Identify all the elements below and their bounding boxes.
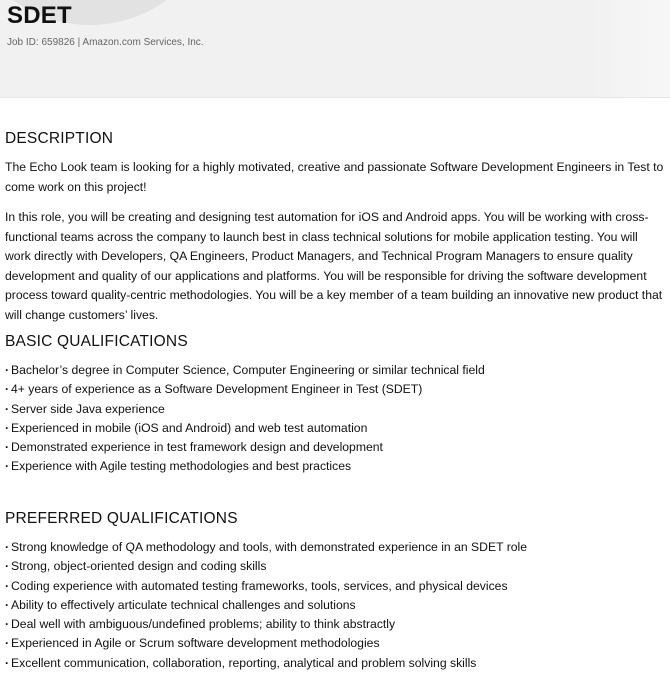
basic-qualifications-heading: BASIC QUALIFICATIONS [5,333,188,350]
header-glow [590,0,670,97]
description-heading: DESCRIPTION [5,130,114,147]
description-intro: The Echo Look team is looking for a highly motivated, creative and passionate Software Development Engineers in Test to come work on this project! [5,160,664,194]
list-item: · Deal well with ambiguous/undefined problems; ability to think abstractly [5,615,527,634]
list-item: · Experienced in mobile (iOS and Android) and web test automation [5,419,485,438]
list-item: · 4+ years of experience as a Software Development Engineer in Test (SDET) [5,380,485,399]
preferred-qualifications-heading: PREFERRED QUALIFICATIONS [5,510,238,527]
description-body: In this role, you will be creating and designing test automation for iOS and Android apps. You will be working with cross-functional teams across the company to launch best in class technical solutions for mobile application testing. You will work directly with Developers, QA Engineers, Product Managers, and Technical Program Managers to ensure quality development and quality of our applications and platforms. You will be responsible for driving the software development process toward quality-centric methodologies. You will be a key member of a team building an innovative new product that will change customers’ lives. [5,210,663,322]
list-item: · Excellent communication, collaboration, reporting, analytical and problem solving skills [5,654,527,673]
list-item: · Strong knowledge of QA methodology and tools, with demonstrated experience in an SDET role [5,538,527,557]
list-item: · Strong, object-oriented design and coding skills [5,557,527,576]
list-item: · Ability to effectively articulate technical challenges and solutions [5,596,527,615]
list-item: · Coding experience with automated testing frameworks, tools, services, and physical devices [5,577,527,596]
job-header [0,0,670,98]
basic-qualifications-list [5,361,485,477]
job-meta: Job ID: 659826 | Amazon.com Services, Inc. [7,37,204,48]
list-item: · Experience with Agile testing methodologies and best practices [5,457,485,476]
list-item: · Experienced in Agile or Scrum software development methodologies [5,634,527,653]
list-item: · Bachelor’s degree in Computer Science, Computer Engineering or similar technical field [5,361,485,380]
list-item: · Server side Java experience [5,400,485,419]
list-item: · Demonstrated experience in test framework design and development [5,438,485,457]
preferred-qualifications-list [5,538,527,673]
job-title: SDET [7,2,72,29]
